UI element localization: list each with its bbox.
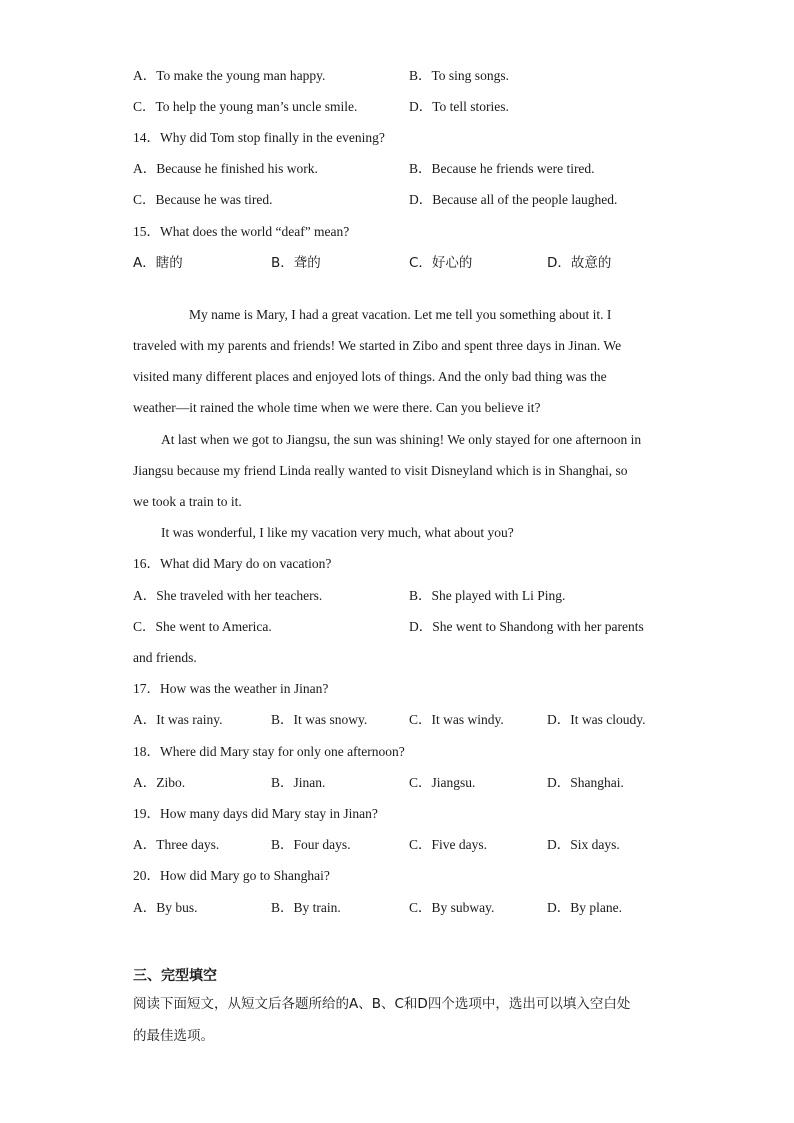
passage-line-3: visited many different places and enjoyed lots of things. And the only bad thing was the [133, 369, 607, 384]
section-heading: 三、完型填空 [133, 968, 217, 984]
q20-option-b: B．By train. [271, 900, 341, 915]
q15-option-d: D．故意的 [547, 255, 612, 271]
section-instruction-line-1: 阅读下面短文，从短文后各题所给的A、B、C和D四个选项中，选出可以填入空白处 [133, 996, 631, 1012]
q17-stem: 17．How was the weather in Jinan? [133, 681, 329, 696]
q17-option-c: C．It was windy. [409, 712, 504, 727]
q19-option-b: B．Four days. [271, 837, 351, 852]
q16-option-b: B．She played with Li Ping. [409, 588, 566, 603]
passage-line-1: My name is Mary, I had a great vacation. Let me tell you something about it. I [189, 307, 612, 322]
q14-option-d: D．Because all of the people laughed. [409, 192, 618, 207]
q20-option-a: A．By bus. [133, 900, 198, 915]
passage-line-8: It was wonderful, I like my vacation very much, what about you? [161, 525, 514, 540]
passage-line-4: weather—it rained the whole time when we were there. Can you believe it? [133, 400, 541, 415]
passage-line-2: traveled with my parents and friends! We started in Zibo and spent three days in Jinan. We [133, 338, 622, 353]
q16-option-a: A．She traveled with her teachers. [133, 588, 323, 603]
q13-option-c: C．To help the young man’s uncle smile. [133, 99, 358, 114]
q14-stem: 14．Why did Tom stop finally in the evening? [133, 130, 385, 145]
q15-stem: 15．What does the world “deaf” mean? [133, 224, 350, 239]
q14-option-b: B．Because he friends were tired. [409, 161, 595, 176]
q18-option-a: A．Zibo. [133, 775, 186, 790]
q18-option-d: D．Shanghai. [547, 775, 624, 790]
section-instruction-line-2: 的最佳选项。 [133, 1028, 214, 1044]
passage-line-6: Jiangsu because my friend Linda really wanted to visit Disneyland which is in Shanghai, so [133, 463, 628, 478]
q15-option-a: A．瞎的 [133, 255, 183, 271]
q20-stem: 20．How did Mary go to Shanghai? [133, 868, 330, 883]
q13-option-b: B．To sing songs. [409, 68, 509, 83]
q15-option-c: C．好心的 [409, 255, 473, 271]
q19-option-d: D．Six days. [547, 837, 620, 852]
q14-option-a: A．Because he finished his work. [133, 161, 318, 176]
passage-line-5: At last when we got to Jiangsu, the sun was shining! We only stayed for one afternoon in [161, 432, 642, 447]
q20-option-d: D．By plane. [547, 900, 622, 915]
q18-option-c: C．Jiangsu. [409, 775, 476, 790]
q14-option-c: C．Because he was tired. [133, 192, 273, 207]
q17-option-a: A．It was rainy. [133, 712, 223, 727]
q13-option-d: D．To tell stories. [409, 99, 509, 114]
q16-stem: 16．What did Mary do on vacation? [133, 556, 332, 571]
q18-option-b: B．Jinan. [271, 775, 326, 790]
passage-line-7: we took a train to it. [133, 494, 242, 509]
q13-option-a: A．To make the young man happy. [133, 68, 326, 83]
q19-option-a: A．Three days. [133, 837, 220, 852]
q19-option-c: C．Five days. [409, 837, 488, 852]
q16-option-d-continued: and friends. [133, 650, 197, 665]
q17-option-d: D．It was cloudy. [547, 712, 646, 727]
q19-stem: 19．How many days did Mary stay in Jinan? [133, 806, 378, 821]
q16-option-c: C．She went to America. [133, 619, 272, 634]
q15-option-b: B．聋的 [271, 255, 321, 271]
q16-option-d: D．She went to Shandong with her parents [409, 619, 644, 634]
q18-stem: 18．Where did Mary stay for only one afternoon? [133, 744, 405, 759]
q20-option-c: C．By subway. [409, 900, 495, 915]
q17-option-b: B．It was snowy. [271, 712, 368, 727]
